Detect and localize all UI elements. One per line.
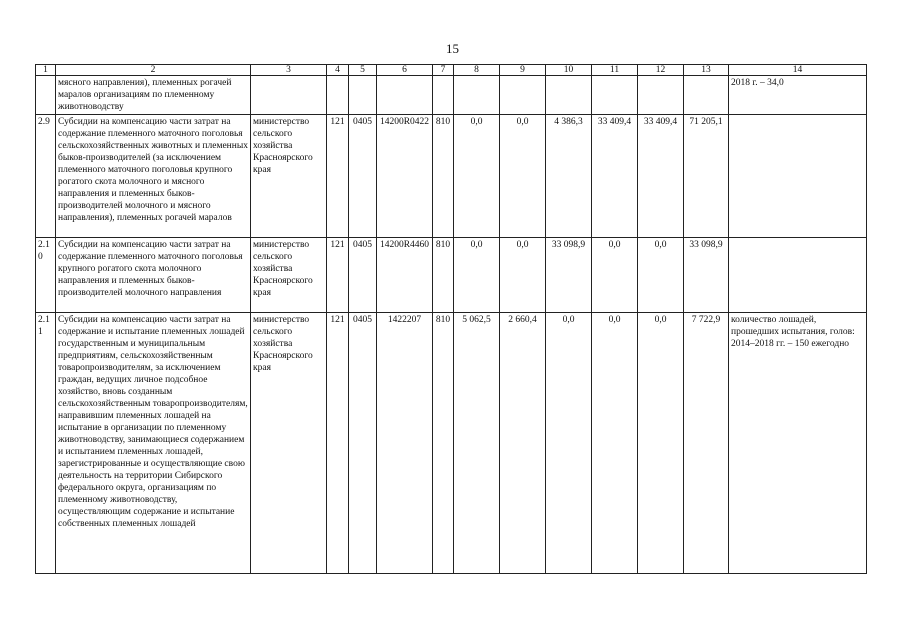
value-col8: 5 062,5 [454,313,500,574]
value-col10 [546,76,592,115]
value-col9: 0,0 [500,115,546,238]
table-row [36,76,867,115]
section-code: 0405 [349,313,377,574]
value-col11: 33 409,4 [592,115,638,238]
value-col10: 0,0 [546,313,592,574]
value-col9: 2 660,4 [500,313,546,574]
column-header: 6 [377,65,433,76]
column-header: 8 [454,65,500,76]
expected-result: 2018 г. – 34,0 [729,76,867,115]
value-col12: 33 409,4 [638,115,684,238]
responsible-org: министерство сельского хозяйства Красноярского края [251,115,327,238]
measure-description: мясного направления), племенных рогачей маралов организациям по племенному животноводству [56,76,251,115]
responsible-org: министерство сельского хозяйства Красноярского края [251,313,327,574]
row-number: 2.11 [36,313,56,574]
header-row [36,65,867,76]
grbs-code: 121 [327,238,349,313]
column-header: 12 [638,65,684,76]
value-col9: 0,0 [500,238,546,313]
value-col9 [500,76,546,115]
value-total: 71 205,1 [684,115,729,238]
column-header: 4 [327,65,349,76]
column-header: 13 [684,65,729,76]
column-header: 7 [433,65,454,76]
expense-type-code: 810 [433,238,454,313]
value-total: 33 098,9 [684,238,729,313]
expense-type-code: 810 [433,313,454,574]
expected-result [729,115,867,238]
column-header: 5 [349,65,377,76]
column-header: 1 [36,65,56,76]
program-table [35,64,867,574]
section-code: 0405 [349,115,377,238]
expected-result: количество лошадей, прошедших испытания, голов: 2014–2018 гг. – 150 ежегодно [729,313,867,574]
column-header: 11 [592,65,638,76]
table-row [36,238,867,313]
responsible-org: министерство сельского хозяйства Красноярского края [251,238,327,313]
responsible-org [251,76,327,115]
value-col12: 0,0 [638,313,684,574]
measure-description: Субсидии на компенсацию части затрат на содержание племенного маточного поголовья сельскохозяйственных животных и племенных быков-производителей (за исключением племенного маточного поголовья крупного рогатого скота молочного и мясного направления и племенных быков-производителей молочного и мясного направления), племенных рогачей маралов [56,115,251,238]
measure-description: Субсидии на компенсацию части затрат на содержание и испытание племенных лошадей государственным и муниципальным предприятиям, сельскохозяйственным товаропроизводителям, за исключением граждан, ведущих личное подсобное хозяйство, вновь созданным сельскохозяйственным товаропроизводителям, направившим племенных лошадей на испытание в организации по племенному животноводству, занимающиеся содержанием и испытанием племенных лошадей, зарегистрированные и осуществляющие свою деятельность на территории Сибирского федерального округа, организациям по племенному животноводству, осуществляющим содержание и испытание собственных племенных лошадей [56,313,251,574]
value-col11: 0,0 [592,313,638,574]
value-col10: 4 386,3 [546,115,592,238]
measure-description: Субсидии на компенсацию части затрат на содержание племенного маточного поголовья крупного рогатого скота молочного направления и племенных быков-производителей молочного направления [56,238,251,313]
column-header: 10 [546,65,592,76]
target-article-code: 1422207 [377,313,433,574]
row-number: 2.9 [36,115,56,238]
grbs-code: 121 [327,313,349,574]
value-col11: 0,0 [592,238,638,313]
table-row [36,115,867,238]
target-article-code: 14200R0422 [377,115,433,238]
value-col8 [454,76,500,115]
value-col11 [592,76,638,115]
column-header: 9 [500,65,546,76]
value-col8: 0,0 [454,238,500,313]
expense-type-code [433,76,454,115]
target-article-code [377,76,433,115]
row-number [36,76,56,115]
value-col10: 33 098,9 [546,238,592,313]
section-code [349,76,377,115]
column-header: 3 [251,65,327,76]
expense-type-code: 810 [433,115,454,238]
value-total [684,76,729,115]
value-total: 7 722,9 [684,313,729,574]
value-col12 [638,76,684,115]
grbs-code [327,76,349,115]
row-number: 2.10 [36,238,56,313]
page-number: 15 [446,41,459,56]
column-header: 14 [729,65,867,76]
grbs-code: 121 [327,115,349,238]
target-article-code: 14200R4460 [377,238,433,313]
table-row [36,313,867,574]
expected-result [729,238,867,313]
value-col12: 0,0 [638,238,684,313]
column-header: 2 [56,65,251,76]
value-col8: 0,0 [454,115,500,238]
section-code: 0405 [349,238,377,313]
